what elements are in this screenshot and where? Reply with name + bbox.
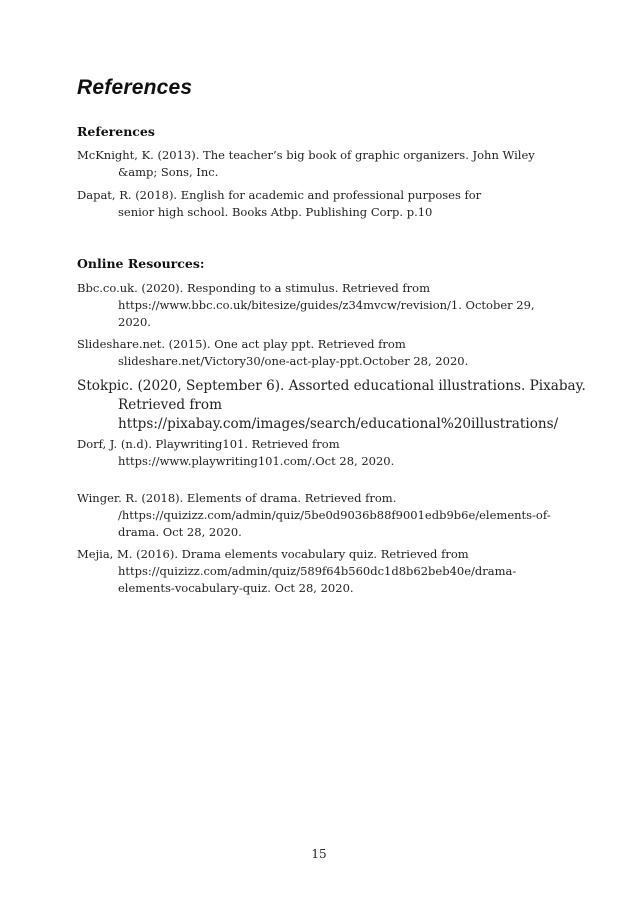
reference-entry — [77, 436, 557, 470]
reference-entry-first-line: Bbc.co.uk. (2020). Responding to a stimulus. Retrieved from — [77, 281, 430, 295]
reference-entry-continuation: https://www.playwriting101.com/.Oct 28, 2020. — [118, 454, 395, 468]
reference-entry-continuation: https://quizizz.com/admin/quiz/589f64b560dc1d8b62beb40e/drama-elements-vocabulary-quiz. Oct 28, 2020. — [118, 564, 517, 595]
reference-entry-continuation: Retrieved from — [118, 397, 222, 413]
reference-entry-first-line: Winger. R. (2018). Elements of drama. Retrieved from. — [77, 491, 397, 505]
reference-entry-continuation: senior high school. Books Atbp. Publishing Corp. p.10 — [118, 205, 433, 219]
page-title: References — [77, 76, 193, 99]
reference-entry-first-line: Stokpic. (2020, September 6). Assorted educational illustrations. Pixabay. — [77, 378, 586, 394]
reference-entry-first-line: Slideshare.net. (2015). One act play ppt. Retrieved from — [77, 337, 406, 351]
reference-entry-continuation: slideshare.net/Victory30/one-act-play-ppt.October 28, 2020. — [118, 354, 469, 368]
reference-entry — [77, 546, 557, 597]
reference-entry — [77, 280, 557, 331]
reference-entry — [77, 147, 557, 181]
reference-entry-continuation: https://pixabay.com/images/search/educational%20illustrations/ — [118, 416, 559, 432]
reference-entry — [77, 187, 557, 221]
reference-entry-first-line: Mejia, M. (2016). Drama elements vocabulary quiz. Retrieved from — [77, 547, 469, 561]
reference-entry-continuation: /https://quizizz.com/admin/quiz/5be0d9036b88f9001edb9b6e/elements-of-drama. Oct 28, 2020. — [118, 508, 551, 539]
reference-entry-first-line: Dorf, J. (n.d). Playwriting101. Retrieved from — [77, 437, 340, 451]
reference-entry-continuation: &amp; Sons, Inc. — [118, 165, 219, 179]
references-heading: References — [77, 124, 155, 139]
reference-entry — [77, 490, 557, 541]
page-number: 15 — [311, 847, 327, 861]
reference-entry-first-line: Dapat, R. (2018). English for academic and professional purposes for — [77, 188, 482, 202]
reference-entry-continuation: https://www.bbc.co.uk/bitesize/guides/z34mvcw/revision/1. October 29, 2020. — [118, 298, 535, 329]
reference-entry — [77, 336, 557, 370]
reference-entry — [77, 377, 586, 434]
reference-entry-first-line: McKnight, K. (2013). The teacher’s big book of graphic organizers. John Wiley — [77, 148, 535, 162]
online-resources-heading: Online Resources: — [77, 256, 205, 271]
